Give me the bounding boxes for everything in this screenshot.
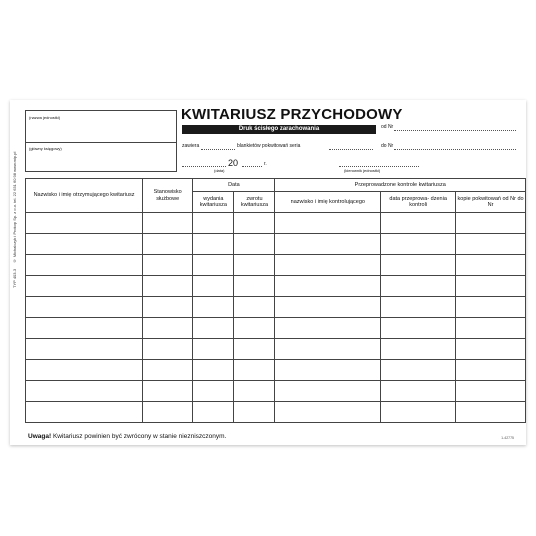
table-cell[interactable]: [275, 297, 381, 318]
col-copies-header: kopie pokwitowań od Nr do Nr: [456, 192, 526, 213]
table-cell[interactable]: [456, 276, 526, 297]
table-cell[interactable]: [26, 297, 143, 318]
chief-accountant-label: (główny księgowy): [29, 146, 62, 151]
table-cell[interactable]: [275, 213, 381, 234]
table-row: [26, 213, 526, 234]
table-cell[interactable]: [381, 402, 456, 423]
year-prefix: 20: [228, 158, 239, 168]
to-number-label: do Nr: [381, 143, 394, 149]
table-cell[interactable]: [193, 276, 234, 297]
table-cell[interactable]: [26, 360, 143, 381]
warning-note: [28, 433, 226, 440]
table-cell[interactable]: [26, 234, 143, 255]
col-issue-header: wydania kwitariusza: [193, 192, 234, 213]
box-divider: [26, 142, 176, 143]
table-cell[interactable]: [456, 339, 526, 360]
table-cell[interactable]: [381, 381, 456, 402]
table-row: [26, 402, 526, 423]
form-code: 1-42775: [501, 436, 514, 440]
form-title: KWITARIUSZ PRZYCHODOWY: [181, 106, 403, 123]
table-cell[interactable]: [275, 234, 381, 255]
table-body: [26, 213, 526, 423]
table-cell[interactable]: [275, 255, 381, 276]
table-cell[interactable]: [456, 360, 526, 381]
table-cell[interactable]: [381, 360, 456, 381]
table-row: [26, 276, 526, 297]
table-cell[interactable]: [456, 318, 526, 339]
table-row: [26, 381, 526, 402]
table-cell[interactable]: [234, 276, 275, 297]
table-cell[interactable]: [143, 276, 193, 297]
table-cell[interactable]: [193, 213, 234, 234]
table-cell[interactable]: [275, 339, 381, 360]
table-cell[interactable]: [143, 381, 193, 402]
table-cell[interactable]: [234, 318, 275, 339]
date-label: (data): [214, 168, 225, 173]
table-cell[interactable]: [381, 234, 456, 255]
table-cell[interactable]: [143, 255, 193, 276]
table-cell[interactable]: [26, 318, 143, 339]
table-cell[interactable]: [275, 360, 381, 381]
table-cell[interactable]: [381, 276, 456, 297]
table-cell[interactable]: [193, 360, 234, 381]
date-day-field[interactable]: [182, 166, 226, 167]
table-cell[interactable]: [234, 381, 275, 402]
table-cell[interactable]: [26, 381, 143, 402]
form-type-code: TYP 403-3: [12, 268, 17, 288]
table-cell[interactable]: [456, 381, 526, 402]
table-cell[interactable]: [143, 360, 193, 381]
table-cell[interactable]: [143, 318, 193, 339]
from-number-label: od Nr: [381, 124, 394, 130]
col-control-group-header: Przeprowadzone kontrole kwitariusza: [275, 179, 526, 192]
table-cell[interactable]: [381, 255, 456, 276]
table-cell[interactable]: [234, 360, 275, 381]
table-cell[interactable]: [193, 255, 234, 276]
table-cell[interactable]: [234, 213, 275, 234]
warning-label: Uwaga!: [28, 433, 52, 440]
table-cell[interactable]: [456, 402, 526, 423]
organization-name-label: (nazwa jednostki): [29, 115, 61, 120]
table-cell[interactable]: [234, 255, 275, 276]
table-cell[interactable]: [234, 234, 275, 255]
form-subtitle: Druk ścisłego zarachowania: [182, 125, 376, 134]
col-name-header: Nazwisko i imię otrzymującego kwitariusz: [26, 179, 143, 213]
to-number-field[interactable]: [394, 149, 516, 150]
table-cell[interactable]: [456, 297, 526, 318]
table-cell[interactable]: [456, 255, 526, 276]
table-cell[interactable]: [275, 276, 381, 297]
table-cell[interactable]: [456, 234, 526, 255]
table-cell[interactable]: [143, 213, 193, 234]
from-number-field[interactable]: [394, 130, 516, 131]
table-cell[interactable]: [143, 234, 193, 255]
table-row: [26, 297, 526, 318]
table-cell[interactable]: [26, 402, 143, 423]
table-cell[interactable]: [381, 213, 456, 234]
head-of-unit-label: (kierownik jednostki): [344, 168, 381, 173]
table-cell[interactable]: [275, 318, 381, 339]
contains-count-field[interactable]: [201, 149, 235, 150]
table-cell[interactable]: [381, 318, 456, 339]
table-row: [26, 339, 526, 360]
side-text: [12, 108, 22, 288]
control-table: [25, 178, 526, 423]
table-cell[interactable]: [26, 213, 143, 234]
col-date-group-header: Data: [193, 179, 275, 192]
table-cell[interactable]: [193, 318, 234, 339]
series-field[interactable]: [329, 149, 373, 150]
table-cell[interactable]: [26, 276, 143, 297]
table-row: [26, 318, 526, 339]
table-cell[interactable]: [234, 297, 275, 318]
date-year-field[interactable]: [242, 166, 262, 167]
col-return-header: zwrotu kwitariusza: [234, 192, 275, 213]
col-position-header: Stanowisko służbowe: [143, 179, 193, 213]
warning-text: Kwitariusz powinien być zwrócony w stanie niezniszczonym.: [52, 433, 227, 440]
table-row: [26, 255, 526, 276]
col-control-date-header: data przeprowa- dzenia kontroli: [381, 192, 456, 213]
table-row: [26, 360, 526, 381]
table-cell[interactable]: [381, 297, 456, 318]
table-cell[interactable]: [193, 402, 234, 423]
table-cell[interactable]: [234, 339, 275, 360]
form-sheet: [10, 100, 526, 445]
signature-field[interactable]: [339, 166, 419, 167]
table-cell[interactable]: [193, 297, 234, 318]
col-controller-header: nazwisko i imię kontrolującego: [275, 192, 381, 213]
table-cell[interactable]: [275, 381, 381, 402]
table-cell[interactable]: [26, 255, 143, 276]
table-row: [26, 234, 526, 255]
table-cell[interactable]: [456, 213, 526, 234]
table-cell[interactable]: [275, 402, 381, 423]
table-cell[interactable]: [26, 339, 143, 360]
year-suffix: r.: [264, 161, 267, 167]
table-cell[interactable]: [143, 339, 193, 360]
table-cell[interactable]: [143, 297, 193, 318]
table-cell[interactable]: [193, 234, 234, 255]
table-cell[interactable]: [143, 402, 193, 423]
organization-box: [25, 110, 177, 172]
blanks-series-label: blankietów pokwitowań seria: [237, 143, 301, 149]
contains-label: zawiera: [182, 143, 200, 149]
table-cell[interactable]: [234, 402, 275, 423]
table-cell[interactable]: [193, 381, 234, 402]
table-cell[interactable]: [193, 339, 234, 360]
table-cell[interactable]: [381, 339, 456, 360]
publisher-info: © Michalczyk i Prokop Sp. z o.o. tel. 22 631 60 98 www.mip.pl: [12, 151, 17, 264]
